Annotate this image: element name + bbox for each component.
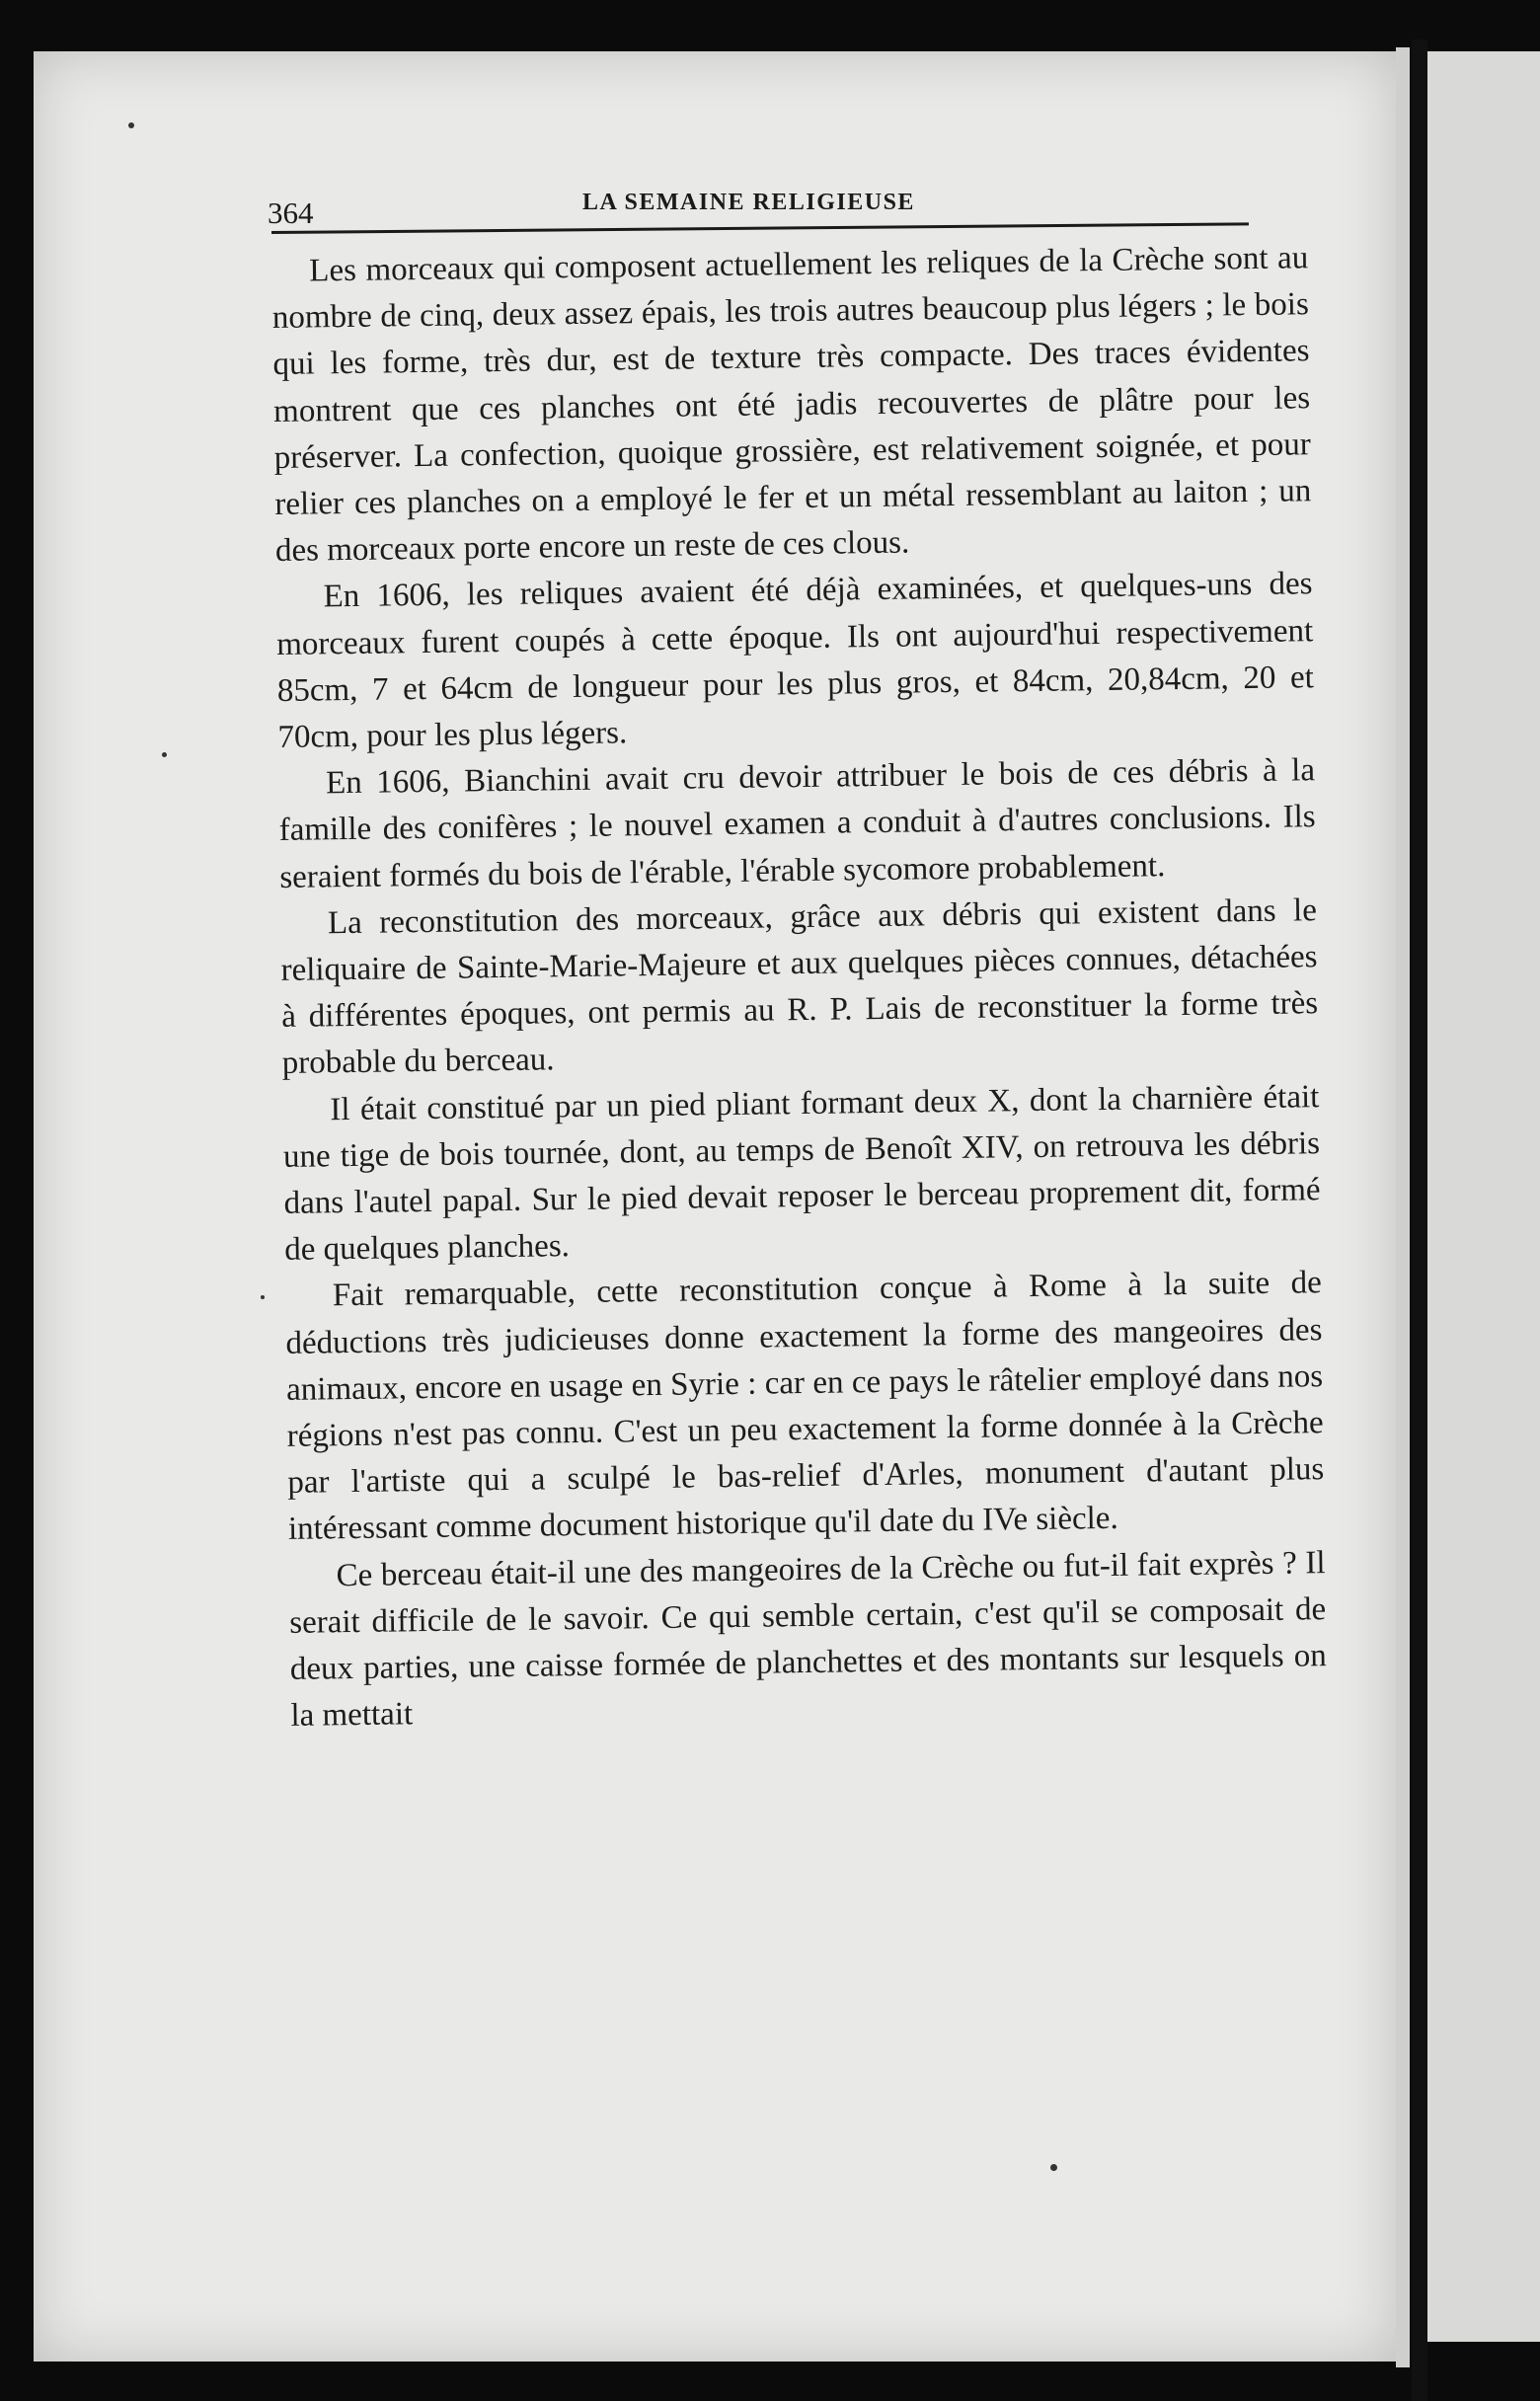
paragraph: Fait remarquable, cette reconstitution conçue à Rome à la suite de déductions très judicieuses donne exactement la forme des mangeoires des animaux, encore en usage en Syrie : car en ce pays le râtelier employé dans nos régions n'est pas connu. C'est un peu exactement la forme donnée à la Crèche par l'artiste qui a sculpé le bas-relief d'Arles, monument d'autant plus intéressant comme document historique qu'il date du IVe siècle. (285, 1265, 1325, 1548)
ink-speck (261, 1295, 265, 1299)
ink-speck (1050, 2164, 1057, 2171)
running-title: LA SEMAINE RELIGIEUSE (582, 190, 915, 215)
paragraph: En 1606, Bianchini avait cru devoir attribuer le bois de ces débris à la famille des conifères ; le nouvel examen a conduit à d'autres conclusions. Ils seraient formés du bois de l'érable, l'érable sycomore probablement. (278, 752, 1316, 895)
header-rule (271, 222, 1249, 234)
body-text (271, 235, 1328, 1740)
facing-page (1427, 51, 1540, 2342)
ink-speck (128, 122, 134, 128)
paragraph: Il était constitué par un pied pliant formant deux X, dont la charnière était une tige de bois tournée, dont, au temps de Benoît XIV, on retrouva les débris dans l'autel papal. Sur le pied devait reposer le berceau proprement dit, formé de quelques planches. (282, 1078, 1321, 1269)
paragraph: La reconstitution des morceaux, grâce aux débris qui existent dans le reliquaire de Sainte-Marie-Majeure et aux quelques pièces connues, détachées à différentes époques, ont permis au R. P. Lais de reconstituer la forme très probable du berceau. (280, 892, 1319, 1082)
page-number: 364 (268, 195, 314, 230)
paragraph: Ce berceau était-il une des mangeoires de la Crèche ou fut-il fait exprès ? Il serait difficile de le savoir. Ce qui semble certain, c'est qu'il se composait de deux parties, une caisse formée de planchettes et des montants sur lesquels on la mettait (288, 1544, 1327, 1735)
paragraph: Les morceaux qui composent actuellement les reliques de la Crèche sont au nombre de cinq, deux assez épais, les trois autres beaucoup plus légers ; le bois qui les forme, très dur, est de texture très compacte. Des traces évidentes montrent que ces planches ont été jadis recouvertes de plâtre pour les préserver. La confection, quoique grossière, est relativement soignée, et pour relier ces planches on a employé le fer et un métal ressemblant au laiton ; un des morceaux porte encore un reste de ces clous. (271, 240, 1312, 570)
gutter-shadow (1412, 39, 1427, 2401)
paragraph: En 1606, les reliques avaient été déjà examinées, et quelques-uns des morceaux furent coupés à cette époque. Ils ont aujourd'hui respectivement 85cm, 7 et 64cm de longueur pour les plus gros, et 84cm, 20,84cm, 20 et 70cm, pour les plus légers. (276, 566, 1315, 755)
page-edge (1396, 47, 1410, 2367)
ink-speck (162, 752, 167, 757)
page-header (232, 178, 1239, 237)
